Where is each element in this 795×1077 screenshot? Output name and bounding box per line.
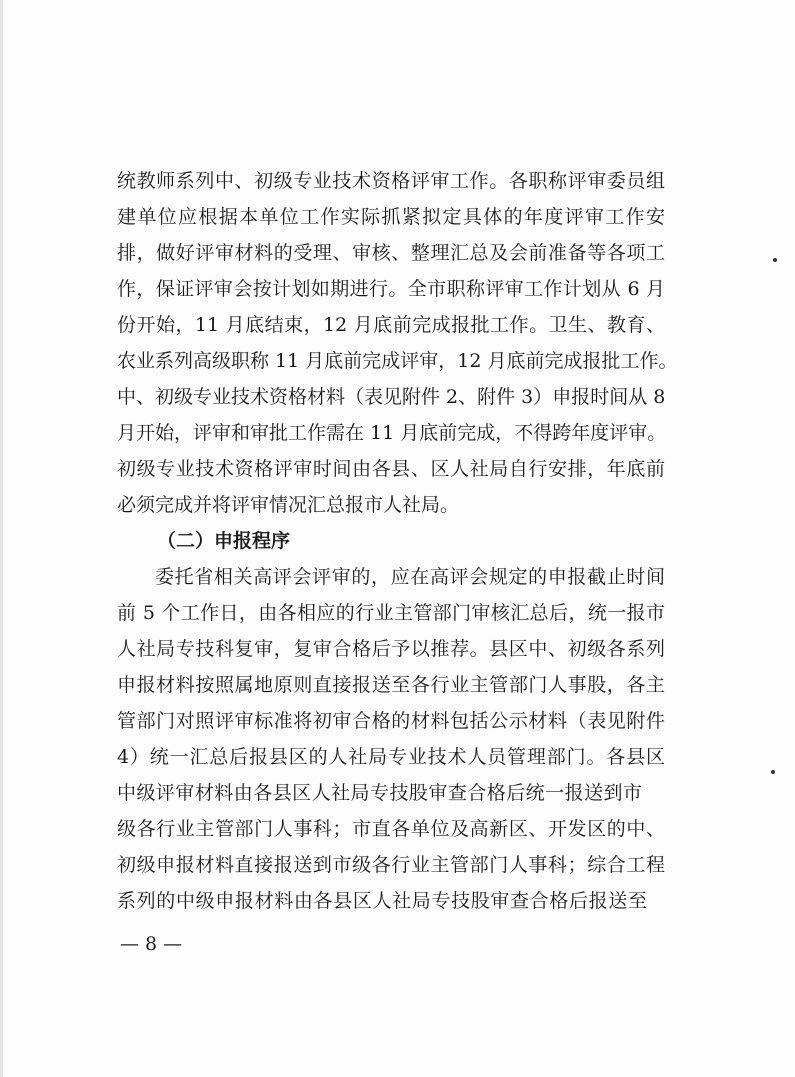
section-heading: （二）申报程序 <box>157 530 291 552</box>
scan-speck <box>773 258 777 262</box>
text-line-6: 农业系列高级职称 11 月底前完成评审，12 月底前完成报批工作。 <box>117 350 678 372</box>
text-line-17: 4）统一汇总后报县区的人社局专业技术人员管理部门。各县区 <box>117 746 665 768</box>
text-line-20: 初级申报材料直接报送到市级各行业主管部门人事科；综合工程 <box>117 854 665 876</box>
text-line-12: 委托省相关高评会评审的，应在高评会规定的申报截止时间 <box>155 566 665 588</box>
text-line-15: 申报材料按照属地原则直接报送至各行业主管部门人事股，各主 <box>117 674 665 696</box>
text-line-5: 份开始，11 月底结束，12 月底前完成报批工作。卫生、教育、 <box>117 314 665 336</box>
text-line-9: 初级专业技术资格评审时间由各县、区人社局自行安排，年底前 <box>117 458 665 480</box>
text-line-13: 前 5 个工作日，由各相应的行业主管部门审核汇总后，统一报市 <box>117 602 665 624</box>
text-line-19: 级各行业主管部门人事科；市直各单位及高新区、开发区的中、 <box>117 818 665 840</box>
page-number: — 8 — <box>120 933 183 955</box>
scan-speck <box>771 770 775 774</box>
text-line-3: 排，做好评审材料的受理、审核、整理汇总及会前准备等各项工 <box>117 242 665 264</box>
text-line-2: 建单位应根据本单位工作实际抓紧拟定具体的年度评审工作安 <box>117 206 665 228</box>
text-line-14: 人社局专技科复审，复审合格后予以推荐。县区中、初级各系列 <box>117 638 665 660</box>
text-line-8: 月开始，评审和审批工作需在 11 月底前完成，不得跨年度评审。 <box>117 422 667 444</box>
text-line-4: 作，保证评审会按计划如期进行。全市职称评审工作计划从 6 月 <box>117 278 665 300</box>
text-line-1: 统教师系列中、初级专业技术资格评审工作。各职称评审委员组 <box>117 170 665 192</box>
text-line-21: 系列的中级申报材料由各县区人社局专技股审查合格后报送至 <box>117 890 647 912</box>
text-line-10: 必须完成并将评审情况汇总报市人社局。 <box>117 494 460 516</box>
scan-edge <box>0 0 3 1077</box>
text-line-18: 中级评审材料由各县区人社局专技股审查合格后统一报送到市 <box>117 782 642 804</box>
text-line-16: 管部门对照评审标准将初审合格的材料包括公示材料（表见附件 <box>117 710 665 732</box>
text-line-7: 中、初级专业技术资格材料（表见附件 2、附件 3）申报时间从 8 <box>117 386 666 408</box>
